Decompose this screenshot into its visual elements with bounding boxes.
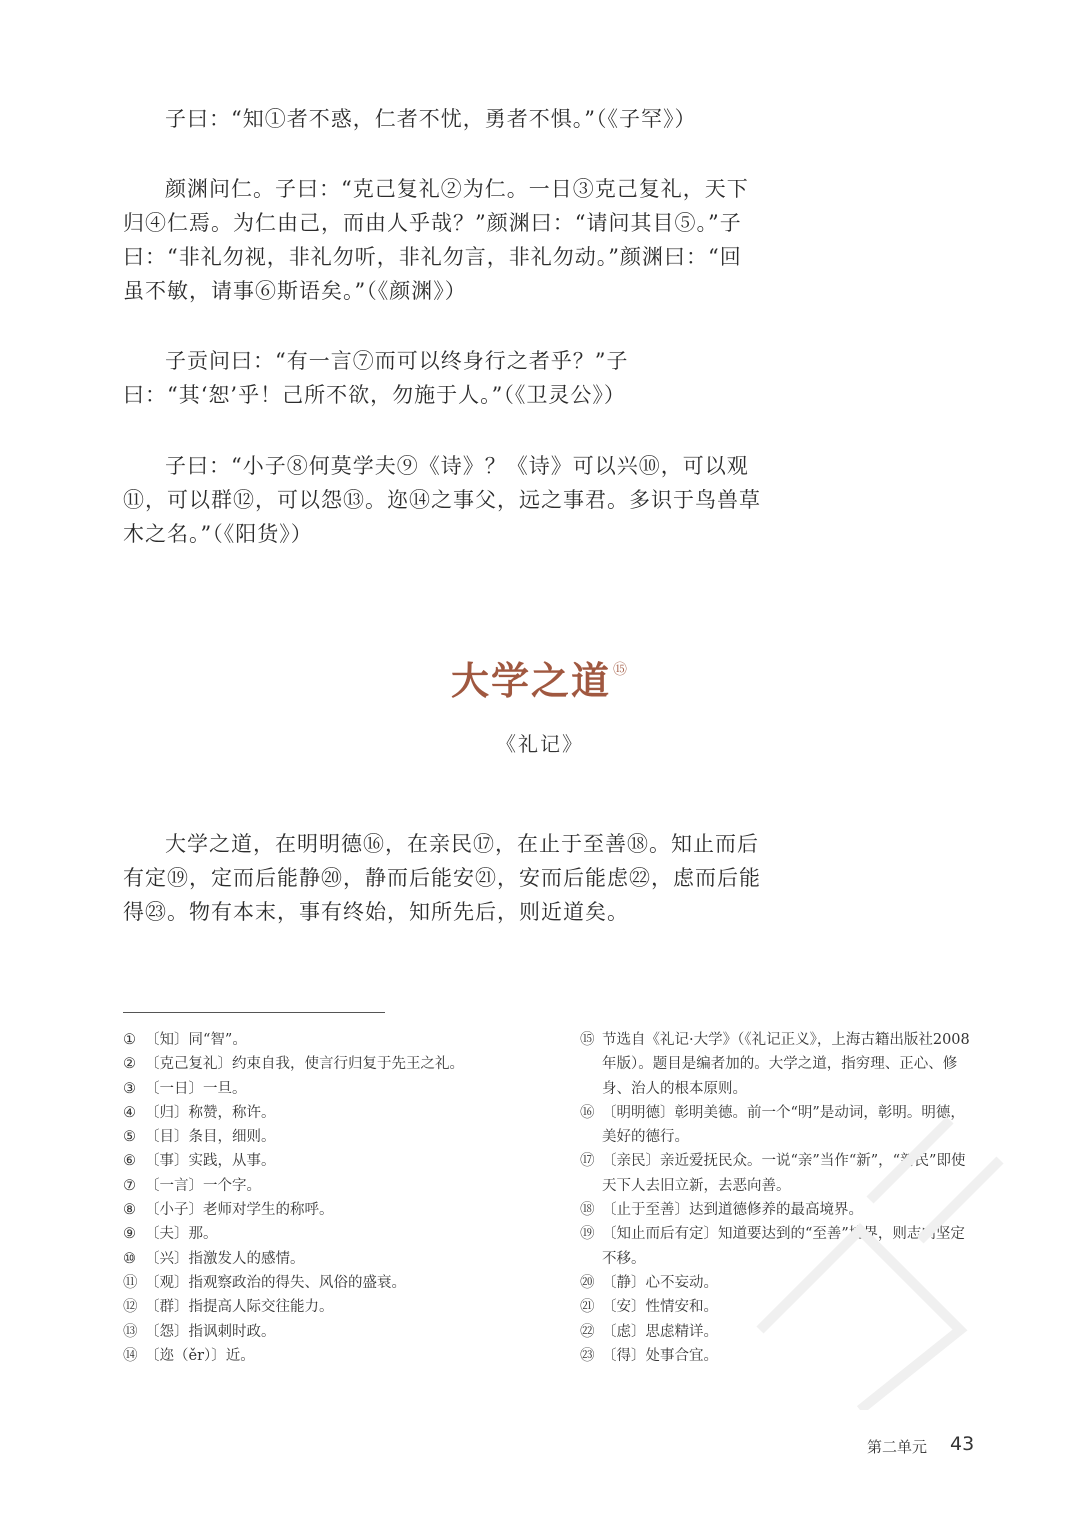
footnote-text: 〔怨〕指讽刺时政。 (145, 1323, 276, 1340)
footnote-number: ① (123, 1032, 136, 1048)
footnote-text: 〔亲民〕亲近爱抚民众。一说“亲”当作“新”，“新民”即使天下人去旧立新，去恶向善。 (602, 1153, 966, 1194)
footnote-item (123, 1247, 523, 1271)
footnote-item (123, 1101, 523, 1125)
footnote-text: 〔知止而后有定〕知道要达到的“至善”境界，则志向坚定不移。 (602, 1226, 965, 1267)
footnote-item (123, 1174, 523, 1198)
footnote-text: 〔小子〕老师对学生的称呼。 (145, 1202, 334, 1219)
section-source: 《礼记》 (496, 732, 584, 756)
passage-2: 颜渊问仁。子曰：“克己复礼②为仁。一日③克己复礼，天下归④仁焉。为仁由己，而由人乎哉？”颜渊曰：“请问其目⑤。”子曰：“非礼勿视，非礼勿听，非礼勿言，非礼勿动。”颜渊曰：“回虽不敏，请事⑥斯语矣。”（《颜渊》） (123, 177, 749, 303)
footnote-text: 〔事〕实践，从事。 (145, 1153, 276, 1170)
footnote-number: ⑩ (123, 1250, 136, 1267)
section-title (0, 650, 1080, 705)
footnote-text: 〔得〕处事合宜。 (602, 1347, 718, 1364)
footnote-text: 〔安〕性情安和。 (602, 1299, 718, 1316)
footnote-text: 节选自《礼记·大学》（《礼记正义》，上海古籍出版社2008年版）。题目是编者加的。大学之道，指穷理、正心、修身、治人的根本原则。 (602, 1032, 970, 1097)
section-text: 大学之道，在明明德⑯，在亲民⑰，在止于至善⑱。知止而后有定⑲，定而后能静⑳，静而后能安㉑，安而后能虑㉒，虑而后能得㉓。物有本末，事有终始，知所先后，则近道矣。 (123, 832, 761, 924)
footnote-text: 〔静〕心不妄动。 (602, 1274, 718, 1291)
footnote-number: ④ (123, 1104, 136, 1121)
section-title-text: 大学之道 (450, 659, 611, 703)
footnote-number: ⑨ (123, 1226, 136, 1243)
footnote-text: 〔知〕同“智”。 (145, 1032, 247, 1048)
footnote-number: ⑱ (580, 1202, 595, 1219)
page-number: 43 (950, 1433, 975, 1455)
footnote-number: ⑤ (123, 1129, 136, 1146)
footnote-number: ⑬ (123, 1323, 138, 1340)
footnote-number: ⑦ (123, 1177, 136, 1194)
footnote-text: 〔群〕指提高人际交往能力。 (145, 1299, 334, 1316)
footnote-number: ⑫ (123, 1299, 138, 1316)
footnote-text: 〔克己复礼〕约束自我，使言行归复于先王之礼。 (145, 1056, 464, 1073)
footnote-item (123, 1052, 523, 1076)
footnote-number: ⑮ (580, 1032, 595, 1048)
footnote-number: ⑭ (123, 1347, 138, 1364)
footnote-item (123, 1198, 523, 1222)
footnote-text: 〔观〕指观察政治的得失、风俗的盛衰。 (145, 1274, 406, 1291)
footnote-number: ② (123, 1056, 136, 1073)
footnote-text: 〔一言〕一个字。 (145, 1177, 261, 1194)
footnote-number: ⑥ (123, 1153, 136, 1170)
footnote-text: 〔虑〕思虑精详。 (602, 1323, 718, 1340)
footnote-text: 〔止于至善〕达到道德修养的最高境界。 (602, 1202, 863, 1219)
footnote-number: ㉒ (580, 1323, 595, 1340)
footnote-item (123, 1271, 523, 1295)
footnote-text: 〔迩（ěr）〕近。 (145, 1347, 255, 1364)
footnote-item (123, 1295, 523, 1319)
footnote-text: 〔一日〕一旦。 (145, 1080, 247, 1097)
footer-unit: 第二单元 (867, 1438, 928, 1456)
footnote-text: 〔归〕称赞，称许。 (145, 1104, 276, 1121)
passage-3: 子贡问曰：“有一言⑦而可以终身行之者乎？”子曰：“其‘恕’乎！己所不欲，勿施于人。”（《卫灵公》） (123, 349, 629, 407)
footnote-item (123, 1077, 523, 1101)
footnote-text: 〔明明德〕彰明美德。前一个“明”是动词，彰明。明德，美好的德行。 (602, 1104, 965, 1146)
passage-1: 子曰：“知①者不惑，仁者不忧，勇者不惧。”（《子罕》） (165, 107, 697, 131)
footnote-divider (123, 1012, 385, 1013)
footnote-text: 〔夫〕那。 (145, 1226, 218, 1243)
footnote-number: ⑧ (123, 1202, 136, 1219)
footnote-number: ㉓ (580, 1347, 595, 1364)
footnote-number: ③ (123, 1080, 136, 1097)
footnote-item (123, 1149, 523, 1173)
footnote-text: 〔兴〕指激发人的感情。 (145, 1250, 305, 1267)
footnotes-left (123, 1028, 523, 1368)
footnote-number: ㉑ (580, 1299, 595, 1316)
watermark-logo (720, 1080, 1020, 1410)
footnote-number: ⑪ (123, 1274, 138, 1291)
footnote-number: ⑰ (580, 1153, 595, 1170)
footnote-item (123, 1125, 523, 1149)
passage-4: 子曰：“小子⑧何莫学夫⑨《诗》？《诗》可以兴⑩，可以观⑪，可以群⑫，可以怨⑬。迩⑭之事父，远之事君。多识于鸟兽草木之名。”（《阳货》） (123, 454, 761, 546)
footnote-item (123, 1222, 523, 1246)
footnote-item (123, 1320, 523, 1344)
footnote-number: ⑳ (580, 1274, 595, 1291)
section-title-note: ⑮ (613, 662, 629, 678)
footnote-item (123, 1344, 523, 1368)
footnote-number: ⑲ (580, 1226, 595, 1243)
footnote-item (123, 1028, 523, 1052)
footnote-text: 〔目〕条目，细则。 (145, 1129, 276, 1146)
footnote-number: ⑯ (580, 1104, 595, 1121)
